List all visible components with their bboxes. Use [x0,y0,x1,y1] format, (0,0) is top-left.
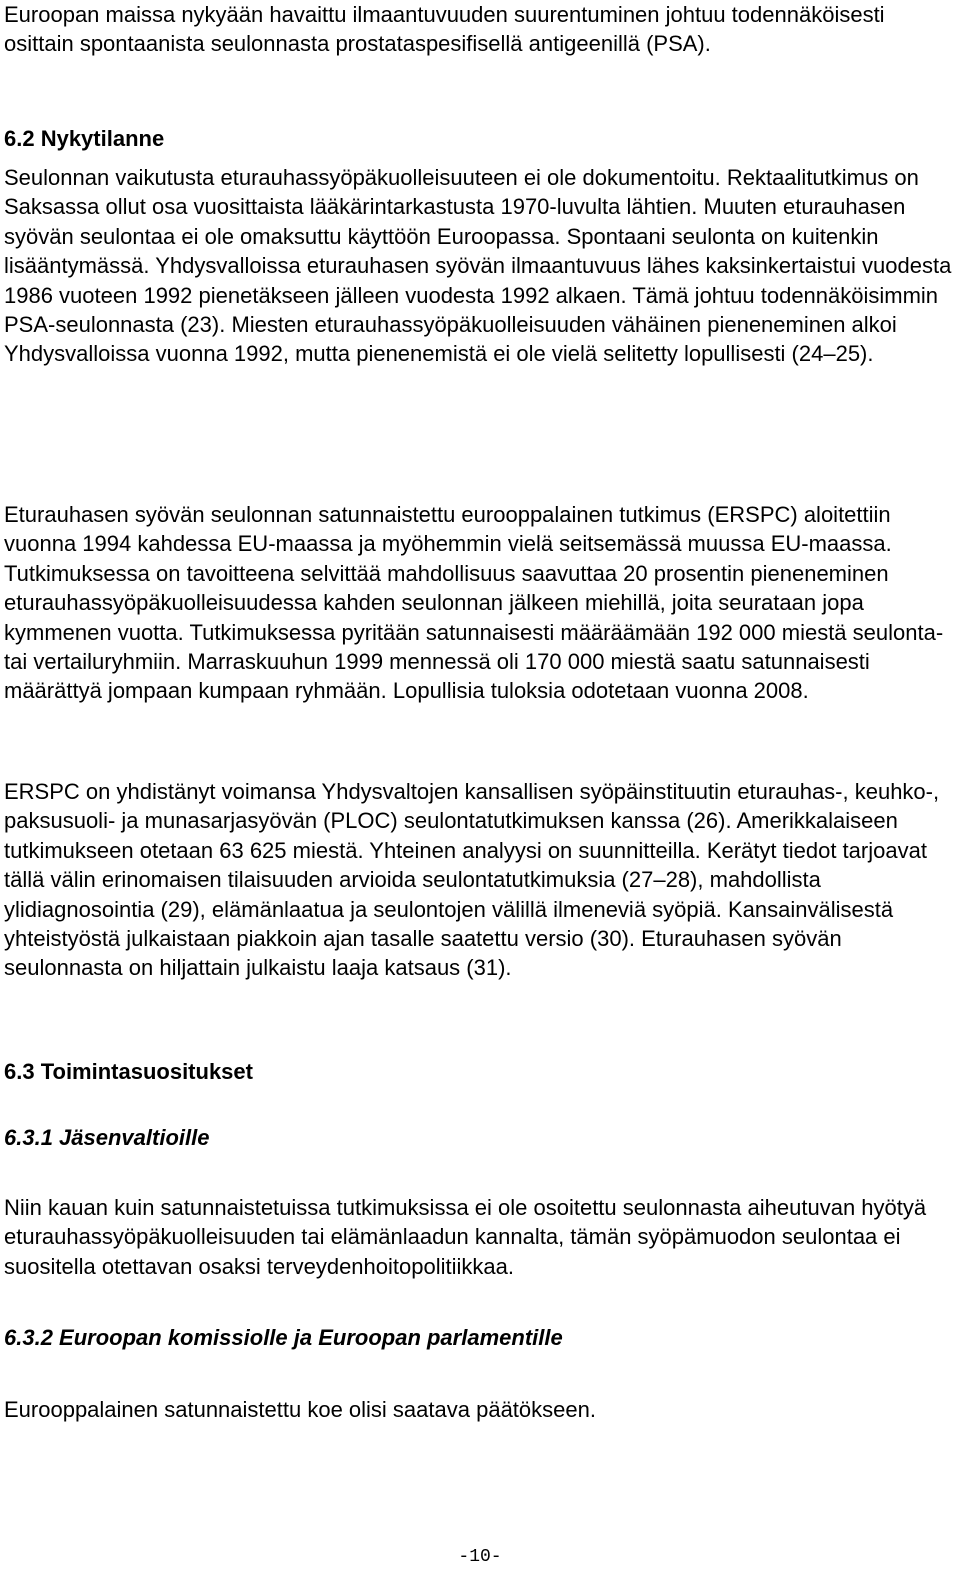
subsection-heading-6-3-2: 6.3.2 Euroopan komissiolle ja Euroopan parlamentille [4,1325,563,1350]
section-heading-6-3: 6.3 Toimintasuositukset [4,1059,253,1084]
intro-paragraph: Euroopan maissa nykyään havaittu ilmaantuvuuden suurentuminen johtuu todennäköisesti osittain spontaanista seulonnasta prostataspesifisellä antigeenillä (PSA). [4,2,885,57]
section-heading-6-2: 6.2 Nykytilanne [4,126,165,151]
page-number: -10- [458,1547,502,1567]
paragraph-current-situation-3: ERSPC on yhdistänyt voimansa Yhdysvaltojen kansallisen syöpäinstituutin eturauhas-, keuhko-, paksusuoli- ja munasarjasyövän (PLOC) seulontatutkimuksen kanssa (26). Amerikkalaiseen tutkimukseen otetaan 63 625 miestä. Yhteinen analyysi on suunnitteilla. Kerätyt tiedot tarjoavat tällä välin erinomaisen tilaisuuden arvioida seulontatutkimuksia (27–28), mahdollista ylidiagnosointia (29), elämänlaatua ja seulontojen välillä ilmeneviä syöpiä. Kansainvälisestä yhteistyöstä julkaistaan piakkoin ajan tasalle saatettu versio (30). Eturauhasen syövän seulonnasta on hiljattain julkaistu laaja katsaus (31). [4,779,940,981]
paragraph-current-situation-1: Seulonnan vaikutusta eturauhassyöpäkuolleisuuteen ei ole dokumentoitu. Rektaalitutkimus on Saksassa ollut osa vuosittaista lääkärintarkastusta 1970-luvulta lähtien. Muuten eturauhasen syövän seulontaa ei ole omaksuttu käyttöön Euroopassa. Spontaani seulonta on kuitenkin lisääntymässä. Yhdysvalloissa eturauhasen syövän ilmaantuvuus lähes kaksinkertaistui vuodesta 1986 vuoteen 1992 pienetäkseen jälleen vuodesta 1992 alkaen. Tämä johtuu todennäköisimmin PSA-seulonnasta (23). Miesten eturauhassyöpäkuolleisuuden vähäinen pieneneminen alkoi Yhdysvalloissa vuonna 1992, mutta pienenemistä ei ole vielä selitetty lopullisesti (24–25). [4,165,952,367]
paragraph-commission-parliament: Eurooppalainen satunnaistettu koe olisi saatava päätökseen. [4,1397,596,1422]
paragraph-member-states: Niin kauan kuin satunnaistetuissa tutkimuksissa ei ole osoitettu seulonnasta aiheutuvan hyötyä eturauhassyöpäkuolleisuuden tai elämänlaadun kannalta, tämän syöpämuodon seulontaa ei suositella otettavan osaksi terveydenhoitopolitiikkaa. [4,1195,927,1279]
subsection-heading-6-3-1: 6.3.1 Jäsenvaltioille [4,1125,210,1150]
paragraph-current-situation-2: Eturauhasen syövän seulonnan satunnaistettu eurooppalainen tutkimus (ERSPC) aloitettiin vuonna 1994 kahdessa EU-maassa ja myöhemmin vielä seitsemässä muussa EU-maassa. Tutkimuksessa on tavoitteena selvittää mahdollisuus saavuttaa 20 prosentin pieneneminen eturauhassyöpäkuolleisuudessa kahden seulonnan jälkeen miehillä, joita seurataan jopa kymmenen vuotta. Tutkimuksessa pyritään satunnaisesti määräämään 192 000 miestä seulonta- tai vertailuryhmiin. Marraskuuhun 1999 mennessä oli 170 000 miestä saatu satunnaisesti määrättyä jompaan kumpaan ryhmään. Lopullisia tuloksia odotetaan vuonna 2008. [4,502,944,704]
